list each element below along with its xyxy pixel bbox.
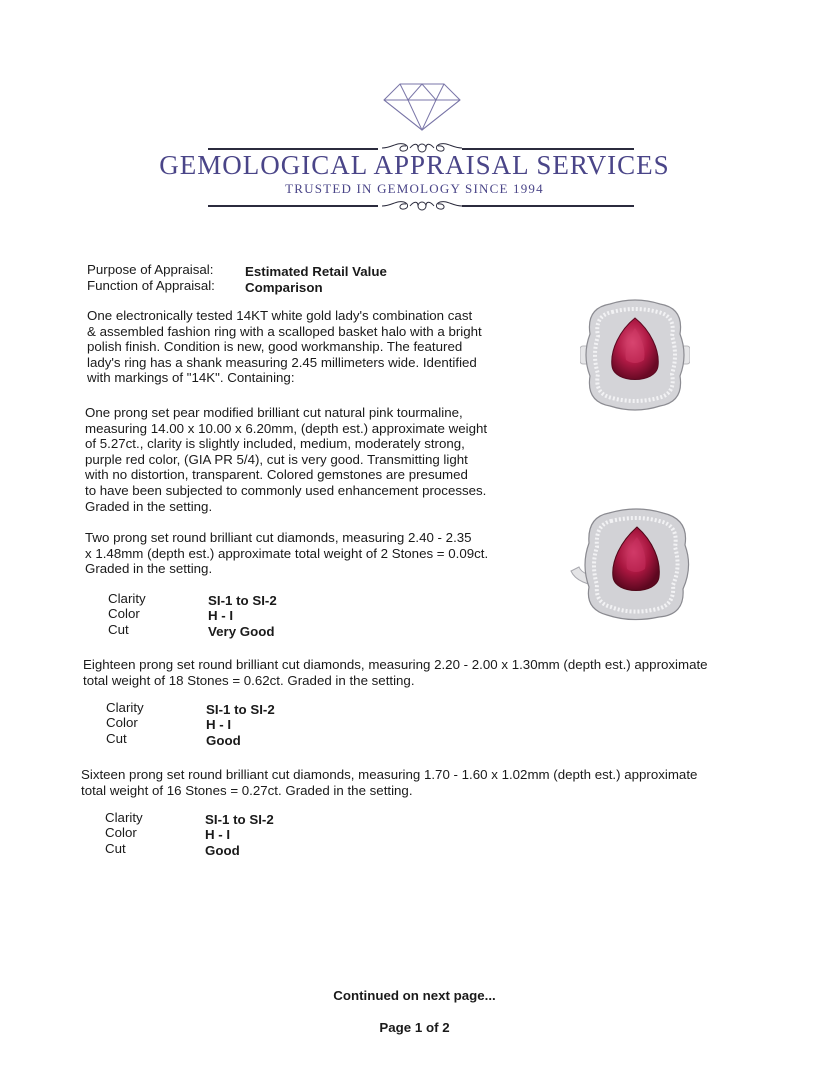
diamond-icon: [380, 82, 464, 132]
ring-photo-front: [580, 298, 690, 413]
header-rule-bottom-left: [208, 205, 378, 207]
diamonds-two-description: [85, 530, 505, 577]
diamonds-eighteen-description: [83, 657, 743, 688]
text-line: with no distortion, transparent. Colored gemstones are presumed: [85, 467, 468, 483]
text-line: with markings of "14K". Containing:: [87, 370, 295, 386]
text-line: of 5.27ct., clarity is slightly included, medium, moderately strong,: [85, 436, 465, 452]
page-number: Page 1 of 2: [379, 1020, 450, 1035]
text-line: total weight of 18 Stones = 0.62ct. Graded in the setting.: [83, 672, 415, 688]
text-line: purple red color, (GIA PR 5/4), cut is very good. Transmitting light: [85, 451, 468, 467]
text-line: measuring 14.00 x 10.00 x 6.20mm, (depth est.) approximate weight: [85, 420, 488, 436]
cut-value: Very Good: [208, 624, 275, 639]
ring-photo-angled: [567, 505, 697, 623]
text-line: Eighteen prong set round brilliant cut diamonds, measuring 2.20 - 2.00 x 1.30mm (depth est.) approximate: [83, 657, 708, 672]
header-rule-bottom-right: [462, 205, 634, 207]
spec-block-1: [108, 591, 368, 639]
spec-block-2: [106, 700, 366, 748]
text-line: to have been subjected to commonly used enhancement processes.: [85, 482, 487, 498]
flourish-bottom-icon: [380, 197, 464, 215]
color-label: Color: [106, 715, 138, 730]
continued-note: Continued on next page...: [333, 988, 496, 1003]
company-tagline: TRUSTED IN GEMOLOGY SINCE 1994: [285, 181, 544, 196]
text-line: Two prong set round brilliant cut diamonds, measuring 2.40 - 2.35: [85, 530, 472, 545]
clarity-value: SI-1 to SI-2: [206, 702, 275, 717]
color-value: H - I: [206, 717, 232, 732]
text-line: total weight of 16 Stones = 0.27ct. Graded in the setting.: [81, 782, 413, 798]
text-line: x 1.48mm (depth est.) approximate total weight of 2 Stones = 0.09ct.: [85, 545, 489, 561]
cut-label: Cut: [108, 622, 129, 637]
clarity-value: SI-1 to SI-2: [205, 812, 274, 827]
text-line: One prong set pear modified brilliant cut natural pink tourmaline,: [85, 405, 463, 420]
text-line: Graded in the setting.: [85, 561, 213, 577]
function-value: Comparison: [245, 280, 323, 295]
text-line: & assembled fashion ring with a scalloped basket halo with a bright: [87, 323, 482, 339]
cut-value: Good: [206, 733, 241, 748]
company-name: GEMOLOGICAL APPRAISAL SERVICES: [159, 150, 670, 180]
color-label: Color: [105, 825, 137, 840]
text-line: Graded in the setting.: [85, 498, 213, 514]
color-label: Color: [108, 606, 140, 621]
purpose-label: Purpose of Appraisal:: [87, 262, 214, 277]
color-value: H - I: [208, 608, 234, 623]
diamonds-sixteen-description: [81, 767, 741, 798]
clarity-value: SI-1 to SI-2: [208, 593, 277, 608]
tourmaline-description: [85, 405, 505, 514]
cut-label: Cut: [105, 841, 126, 856]
color-value: H - I: [205, 827, 231, 842]
text-line: lady's ring has a shank measuring 2.45 millimeters wide. Identified: [87, 354, 477, 370]
cut-label: Cut: [106, 731, 127, 746]
ring-description: [87, 308, 507, 386]
clarity-label: Clarity: [105, 810, 143, 825]
spec-block-3: [105, 810, 365, 858]
text-line: One electronically tested 14KT white gold lady's combination cast: [87, 308, 473, 323]
clarity-label: Clarity: [108, 591, 146, 606]
text-line: polish finish. Condition is new, good workmanship. The featured: [87, 339, 463, 355]
clarity-label: Clarity: [106, 700, 144, 715]
text-line: Sixteen prong set round brilliant cut diamonds, measuring 1.70 - 1.60 x 1.02mm (depth est.) approximate: [81, 767, 698, 782]
cut-value: Good: [205, 843, 240, 858]
purpose-value: Estimated Retail Value: [245, 264, 387, 279]
function-label: Function of Appraisal:: [87, 278, 215, 293]
